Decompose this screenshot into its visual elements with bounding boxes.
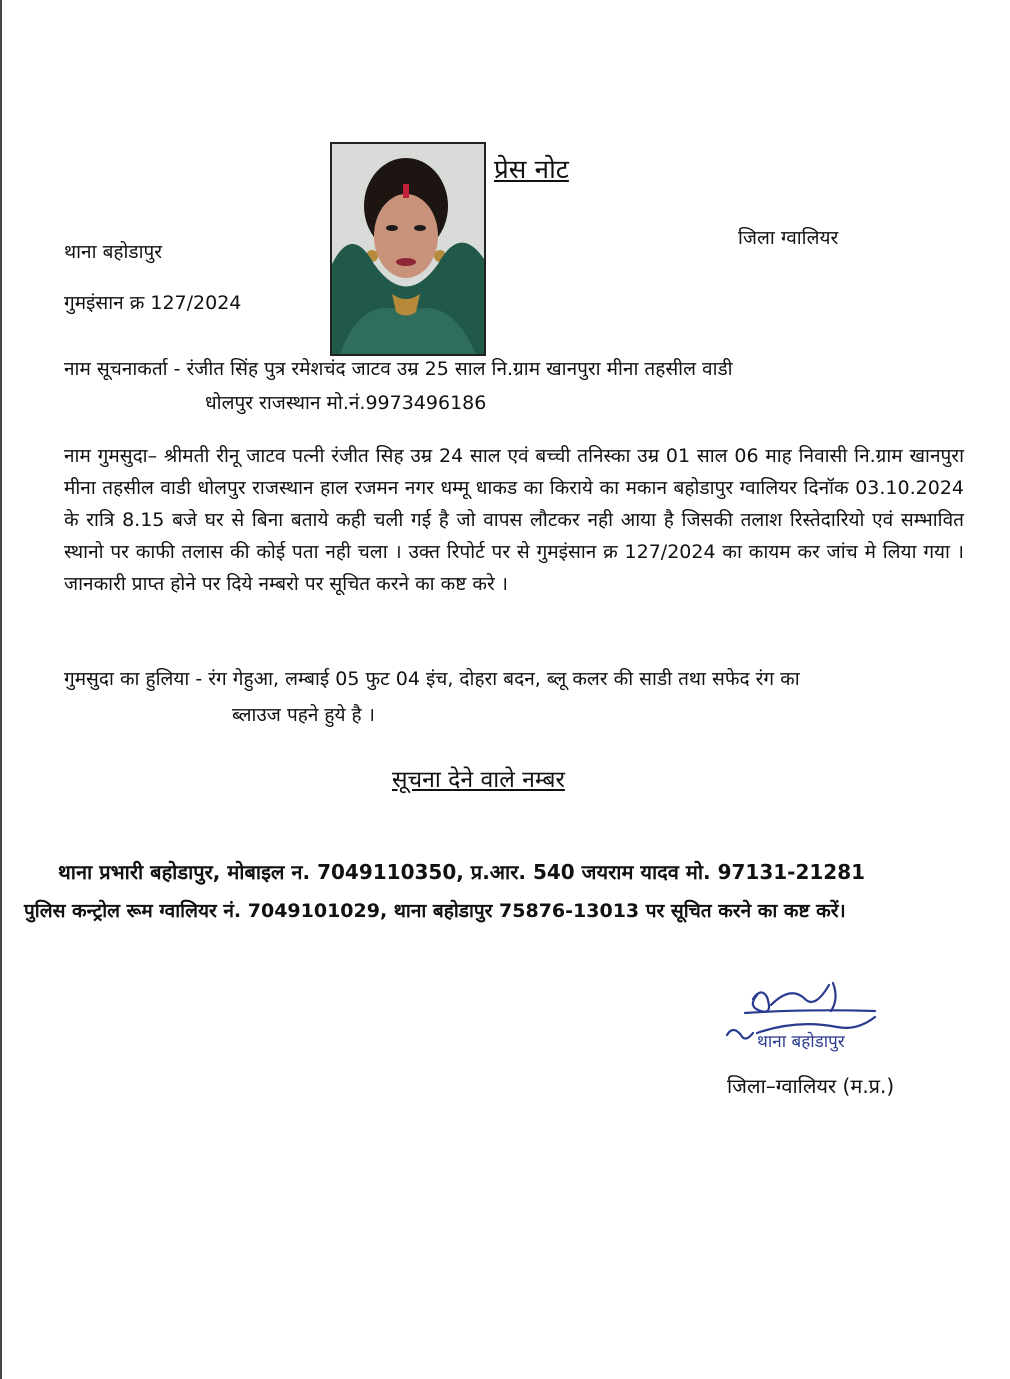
missing-person-photo — [330, 142, 486, 356]
missing-person-details: नाम गुमसुदा– श्रीमती रीनू जाटव पत्नी रंजीत सिह उम्र 24 साल एवं बच्ची तनिस्का उम्र 01 साल 06 माह निवासी नि.ग्राम खानपुरा मीना तहसील वाडी धोलपुर राजस्थान हाल रजमन नगर धम्मू धाकड का किराये का मकान बहोडापुर ग्वालियर दिनॉक 03.10.2024 के रात्रि 8.15 बजे घर से बिना बताये कही चली गई है जो वापस लौटकर नही आया है जिसकी तलाश रिस्तेदारियो एवं सम्भावित स्थानो पर काफी तलास की कोई पता नही चला । उक्त रिपोर्ट पर से गुमइंसान क्र 127/2024 का कायम कर जांच मे लिया गया । जानकारी प्राप्त होने पर दिये नम्बरो पर सूचित करने का कष्ट करे । — [64, 445, 964, 595]
informant-line-2: धोलपुर राजस्थान मो.नं.9973496186 — [205, 392, 487, 414]
signature-station-text: थाना बहोडापुर — [757, 1032, 845, 1052]
signature-district-text: जिला–ग्वालियर (म.प्र.) — [727, 1074, 895, 1098]
district-label: जिला ग्वालियर — [738, 227, 839, 249]
contact-line-1: थाना प्रभारी बहोडापुर, मोबाइल न. 7049110350, प्र.आर. 540 जयराम यादव मो. 97131-21281 — [58, 860, 866, 884]
contact-line-2: पुलिस कन्ट्रोल रूम ग्वालियर नं. 7049101029, थाना बहोडापुर 75876-13013 पर सूचित करने का कष्ट करें। — [24, 900, 846, 922]
page-edge — [0, 0, 2, 1379]
police-station-label: थाना बहोडापुर — [64, 241, 163, 263]
contact-numbers-heading: सूचना देने वाले नम्बर — [392, 767, 565, 793]
description-line-1: गुमसुदा का हुलिया - रंग गेहुआ, लम्बाई 05 फुट 04 इंच, दोहरा बदन, ब्लू कलर की साडी तथा सफेद रंग का — [64, 668, 800, 690]
description-line-2: ब्लाउज पहने हुये है । — [232, 704, 375, 726]
informant-line-1: नाम सूचनाकर्ता - रंजीत सिंह पुत्र रमेशचंद जाटव उम्र 25 साल नि.ग्राम खानपुरा मीना तहसील वाडी — [64, 358, 733, 380]
missing-case-number: गुमइंसान क्र 127/2024 — [64, 292, 242, 314]
document-title: प्रेस नोट — [494, 155, 569, 185]
officer-signature-stamp — [705, 975, 925, 1110]
